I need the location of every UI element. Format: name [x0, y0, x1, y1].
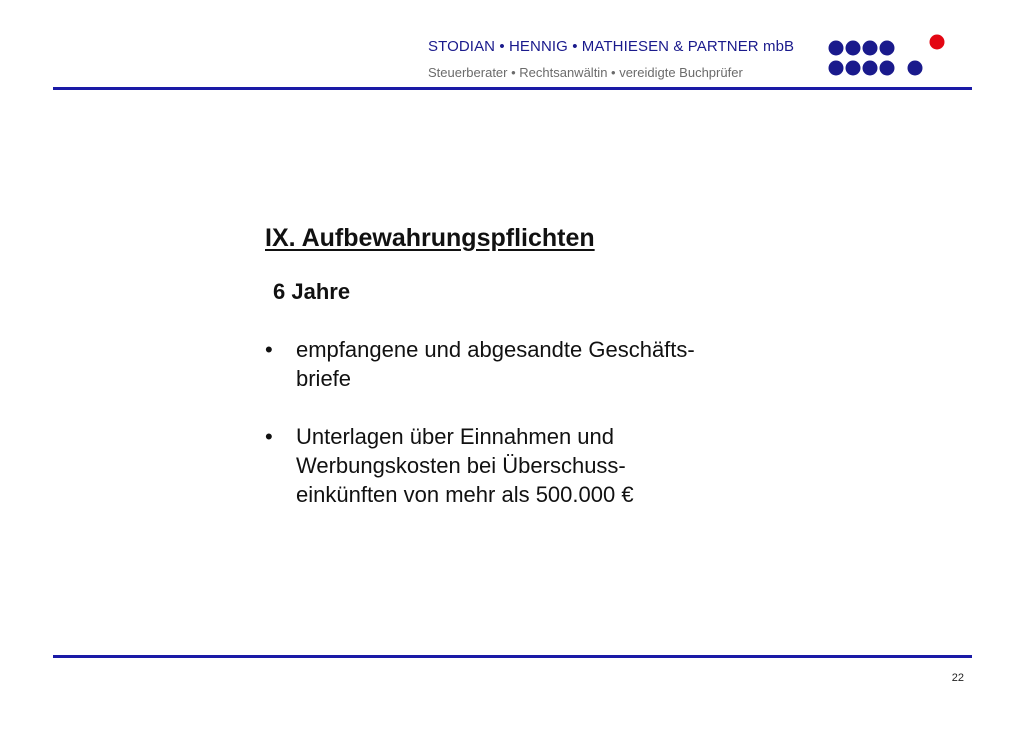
retention-period-heading: 6 Jahre [273, 279, 351, 304]
bullet-list [265, 335, 785, 509]
header-firm-name: STODIAN • HENNIG • MATHIESEN & PARTNER mbB [428, 38, 795, 55]
list-item [265, 422, 785, 509]
logo-dot [846, 61, 861, 76]
logo-dot [863, 61, 878, 76]
page-number: 22 [951, 672, 964, 684]
logo-dot [829, 61, 844, 76]
firm-logo-icon [820, 30, 950, 80]
bullet-text-line: empfangene und abgesandte Geschäfts- [296, 337, 695, 362]
slide-content [265, 224, 785, 538]
logo-dot [846, 41, 861, 56]
logo-dot [908, 61, 923, 76]
bullet-text-line: Werbungskosten bei Überschuss- [296, 453, 626, 478]
bullet-icon: • [265, 337, 273, 362]
logo-dot [880, 41, 895, 56]
logo-dot [863, 41, 878, 56]
bullet-text-line: briefe [296, 366, 352, 391]
logo-accent-dot [930, 35, 945, 50]
header-divider [53, 87, 972, 90]
logo-dot [880, 61, 895, 76]
list-item [265, 335, 785, 393]
slide-title: IX. Aufbewahrungspflichten [265, 224, 595, 252]
bullet-icon: • [265, 424, 273, 449]
header-subtitle: Steuerberater • Rechtsanwältin • vereidigte Buchprüfer [428, 65, 743, 80]
bullet-text-line: Unterlagen über Einnahmen und [296, 424, 615, 449]
footer-divider [53, 655, 972, 658]
logo-dot [829, 41, 844, 56]
bullet-text-line: einkünften von mehr als 500.000 € [296, 482, 634, 507]
